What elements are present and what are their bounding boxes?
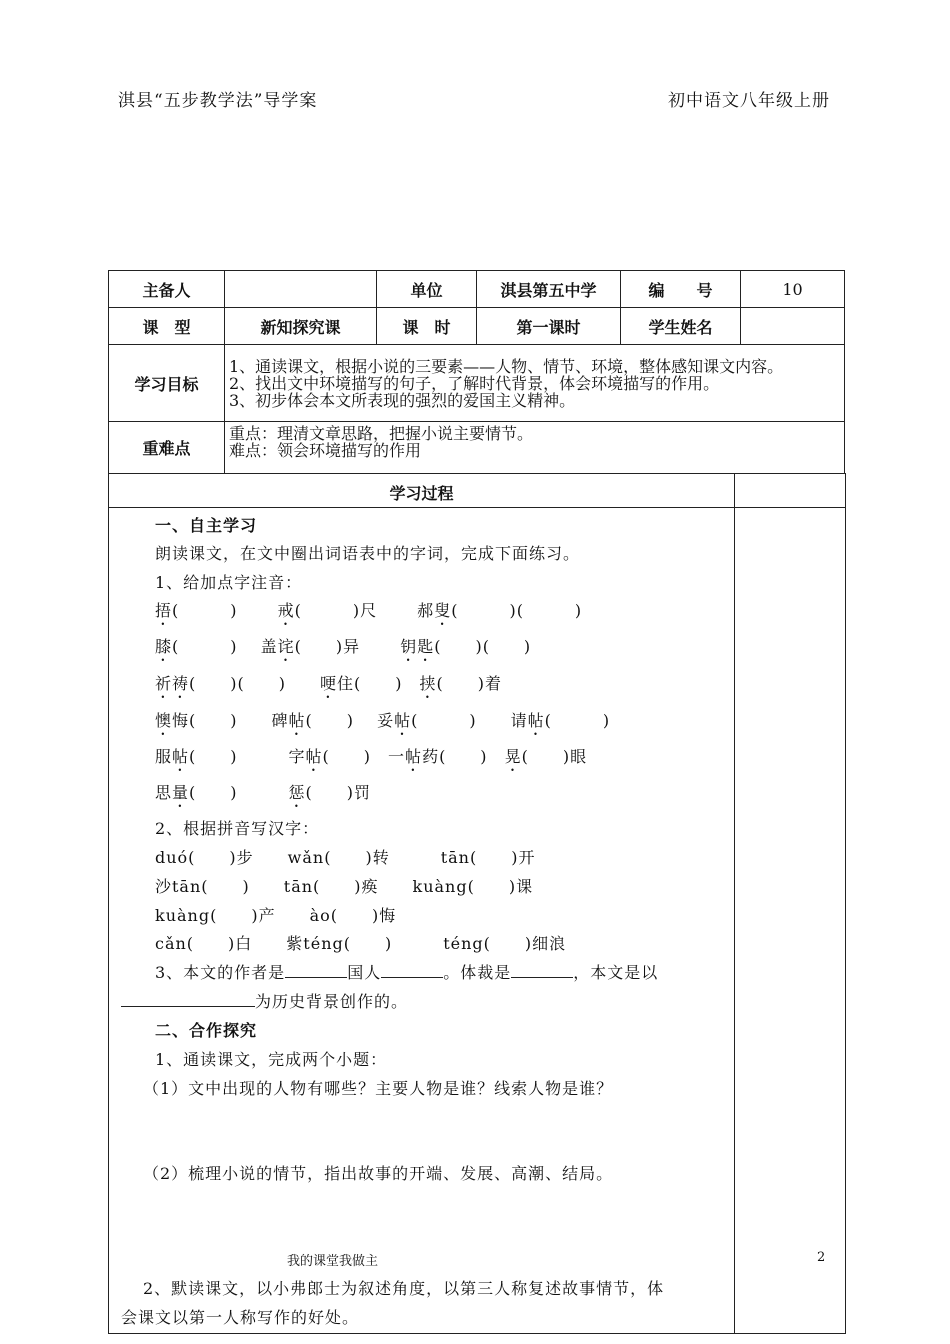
dotted-char: 帖	[394, 711, 412, 730]
pinyin-row: 捂( ) 戒( )尺 郝叟( )( )	[155, 601, 583, 620]
pinyin-row: 膝( ) 盖诧( )异 钥匙( )( )	[155, 637, 532, 656]
section-self-study: 一、自主学习	[155, 516, 258, 535]
dotted-char: 量	[172, 783, 190, 802]
dotted-char: 帖	[288, 711, 306, 730]
blank-author[interactable]	[285, 963, 347, 978]
pinyin-row: 祈祷( )( ) 哽住( ) 挟( )着	[155, 674, 503, 693]
page-number: 2	[817, 1250, 826, 1265]
period-label: 课 时	[377, 308, 477, 345]
question-2: 2、根据拼音写汉字：	[155, 819, 320, 838]
q3-text: 。体裁是	[443, 963, 512, 982]
hanzi-row: kuàng( )产 ào( )悔	[155, 906, 397, 925]
dotted-char: 诧	[277, 637, 295, 656]
q3-text: ，本文是以	[573, 963, 659, 982]
course-type-value: 新知探究课	[225, 308, 377, 345]
dotted-char: 帖	[405, 747, 423, 766]
process-title: 学习过程	[389, 484, 454, 503]
dotted-char: 挟	[419, 674, 437, 693]
process-notes-header	[734, 473, 845, 508]
footer-slogan: 我的课堂我做主	[287, 1254, 379, 1269]
question-1: 1、给加点字注音：	[155, 573, 303, 592]
q3-text: 国人	[347, 963, 382, 982]
blank-genre[interactable]	[511, 963, 573, 978]
cooperative-q2-line2: 会课文以第一人称写作的好处。	[121, 1308, 360, 1327]
dotted-char: 膝	[155, 637, 173, 656]
dotted-char: 帖	[527, 711, 545, 730]
cooperative-q2-line1: 2、默读课文，以小弗郎士为叙述角度，以第三人称复述故事情节，体	[143, 1279, 665, 1298]
pinyin-row: 服帖( ) 字帖( ) 一帖药( ) 晃( )眼	[155, 747, 588, 766]
cooperative-q1b: （2）梳理小说的情节，指出故事的开端、发展、高潮、结局。	[143, 1164, 614, 1183]
difficulty-label: 重难点	[109, 422, 225, 474]
preparer-label: 主备人	[109, 271, 225, 308]
goal-item: 3、初步体会本文所表现的强烈的爱国主义精神。	[229, 390, 576, 410]
cooperative-q1a: （1）文中出现的人物有哪些？主要人物是谁？线索人物是谁？	[143, 1079, 614, 1098]
meta-table	[108, 270, 845, 474]
q3-text: 为历史背景创作的。	[255, 992, 409, 1011]
course-type-label: 课 型	[109, 308, 225, 345]
blank-nationality[interactable]	[381, 963, 443, 978]
dotted-char: 叟	[434, 601, 452, 620]
header-right: 初中语文八年级上册	[668, 91, 830, 111]
key-point: 重点：理清文章思路，把握小说主要情节。	[229, 424, 534, 443]
dotted-char: 晃	[504, 747, 522, 766]
preparer-value	[225, 271, 377, 308]
period-value: 第一课时	[477, 308, 621, 345]
dotted-char: 懊	[155, 711, 173, 730]
question-3	[155, 960, 658, 983]
pinyin-row: 懊悔( ) 碑帖( ) 妥帖( ) 请帖( )	[155, 711, 611, 730]
dotted-char: 祈祷	[155, 674, 190, 693]
student-name-label: 学生姓名	[621, 308, 741, 345]
dotted-char: 帖	[172, 747, 190, 766]
pinyin-row: 思量( ) 惩( )罚	[155, 783, 372, 802]
unit-value: 淇县第五中学	[477, 271, 621, 308]
dotted-char: 戒	[277, 601, 295, 620]
goals-label: 学习目标	[109, 345, 225, 422]
number-value: 10	[741, 271, 845, 308]
q3-text: 3、本文的作者是	[155, 963, 286, 982]
cooperative-q1: 1、通读课文，完成两个小题：	[155, 1050, 388, 1069]
hanzi-row: cǎn( )白 紫téng( ) téng( )细浪	[155, 934, 567, 953]
blank-background[interactable]	[121, 992, 255, 1007]
difficulty-cell	[225, 422, 845, 474]
dotted-char: 捂	[155, 601, 173, 620]
notes-column-divider	[734, 473, 735, 1333]
intro-text: 朗读课文，在文中圈出词语表中的字词，完成下面练习。	[155, 544, 581, 563]
difficult-point: 难点：领会环境描写的作用	[229, 441, 422, 460]
learning-process-box	[108, 473, 846, 1334]
question-3-cont	[121, 989, 408, 1012]
goal-item: 2、找出文中环境描写的句子，了解时代背景，体会环境描写的作用。	[229, 373, 720, 393]
dotted-char: 帖	[305, 747, 323, 766]
dotted-char: 哽	[320, 674, 338, 693]
number-label: 编 号	[621, 271, 741, 308]
student-name-value	[741, 308, 845, 345]
goals-cell	[225, 345, 845, 422]
hanzi-row: 沙tān( ) tān( )痪 kuàng( )课	[155, 877, 534, 896]
dotted-char: 钥匙	[400, 637, 435, 656]
hanzi-row: duó( )步 wǎn( )转 tān( )开	[155, 848, 536, 867]
unit-label: 单位	[377, 271, 477, 308]
dotted-char: 惩	[288, 783, 306, 802]
goal-item: 1、通读课文，根据小说的三要素——人物、情节、环境，整体感知课文内容。	[229, 356, 784, 376]
section-cooperative: 二、合作探究	[155, 1021, 258, 1040]
header-left: 淇县“五步教学法”导学案	[118, 91, 318, 111]
